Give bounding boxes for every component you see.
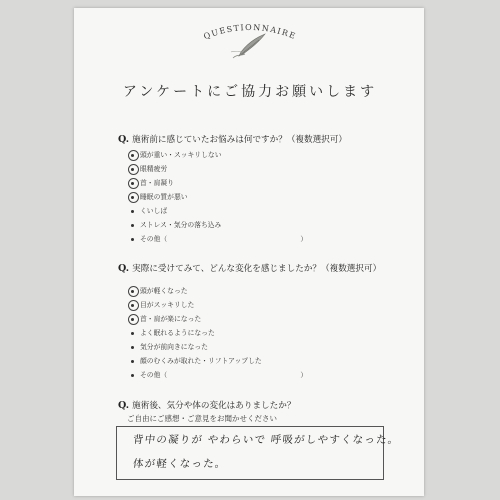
option-q2-1[interactable]: [131, 286, 188, 296]
option-q1-2[interactable]: [131, 164, 167, 174]
option-label: 首・肩が楽になった: [140, 315, 202, 323]
bullet-icon: [131, 346, 134, 349]
arc-title-text: QUESTIONNAIRE: [202, 22, 298, 42]
question-mark: Q.: [118, 134, 130, 145]
option-q2-7[interactable]: [131, 370, 307, 380]
option-label: 気分が前向きになった: [140, 343, 208, 351]
option-label: その他（: [140, 371, 168, 379]
question-mark: Q.: [118, 400, 130, 411]
option-label: その他（: [140, 235, 168, 243]
handwritten-check-circle: [128, 192, 139, 203]
handwritten-check-circle: [128, 150, 139, 161]
option-q2-2[interactable]: [131, 300, 194, 310]
option-label: くいしば: [140, 207, 168, 215]
option-label: 目がスッキリした: [140, 301, 195, 309]
page-title: アンケートにご協力お願いします: [122, 84, 378, 100]
option-q1-1[interactable]: [131, 150, 222, 160]
option-label: よく眠れるようになった: [140, 329, 215, 337]
handwritten-check-circle: [128, 286, 139, 297]
option-q1-3[interactable]: [131, 178, 174, 188]
handwritten-answer-line-1: 背中の凝りが やわらいで 呼吸がしやすくなった。: [132, 434, 401, 446]
quill-pen-icon: [229, 32, 269, 60]
option-q1-6[interactable]: [131, 220, 221, 230]
question-2: [118, 262, 381, 274]
option-q2-4[interactable]: [131, 328, 215, 338]
option-label: ストレス・気分の落ち込み: [140, 221, 222, 229]
handwritten-check-circle: [128, 164, 139, 175]
option-label: 頭が重い・スッキリしない: [140, 151, 222, 159]
question-3-subtext: ご自由にご感想・ご意見をお聞かせください: [127, 414, 277, 423]
option-label: 頭が軽くなった: [140, 287, 188, 295]
question-text: 施術前に感じていたお悩みは何ですか？（複数選択可）: [132, 135, 347, 145]
bullet-icon: [131, 374, 134, 377]
option-paren-close: ）: [300, 235, 308, 243]
question-3: [118, 399, 295, 411]
question-1: [118, 133, 347, 145]
option-q1-4[interactable]: [131, 192, 188, 202]
bullet-icon: [131, 238, 134, 241]
option-q1-7[interactable]: [131, 234, 307, 244]
handwritten-check-circle: [128, 178, 139, 189]
option-label: 睡眠の質が悪い: [140, 193, 188, 201]
option-q2-5[interactable]: [131, 342, 208, 352]
option-label: 首・肩凝り: [140, 179, 174, 187]
handwritten-check-circle: [128, 314, 139, 325]
option-label: 顔のむくみが取れた・リフトアップした: [140, 357, 262, 365]
handwritten-answer-line-2: 体が軽くなった。: [132, 458, 228, 470]
question-mark: Q.: [118, 263, 130, 274]
option-q2-6[interactable]: [131, 356, 262, 366]
bullet-icon: [131, 224, 134, 227]
bullet-icon: [131, 332, 134, 335]
option-paren-close: ）: [300, 371, 308, 379]
handwritten-check-circle: [128, 300, 139, 311]
option-label: 眼精疲労: [140, 165, 168, 173]
bullet-icon: [131, 360, 134, 363]
bullet-icon: [131, 210, 134, 213]
option-q2-3[interactable]: [131, 314, 201, 324]
question-text: 実際に受けてみて、どんな変化を感じましたか？（複数選択可）: [132, 264, 382, 274]
question-text: 施術後、気分や体の変化はありましたか？: [132, 401, 296, 411]
option-q1-5[interactable]: [131, 206, 167, 216]
